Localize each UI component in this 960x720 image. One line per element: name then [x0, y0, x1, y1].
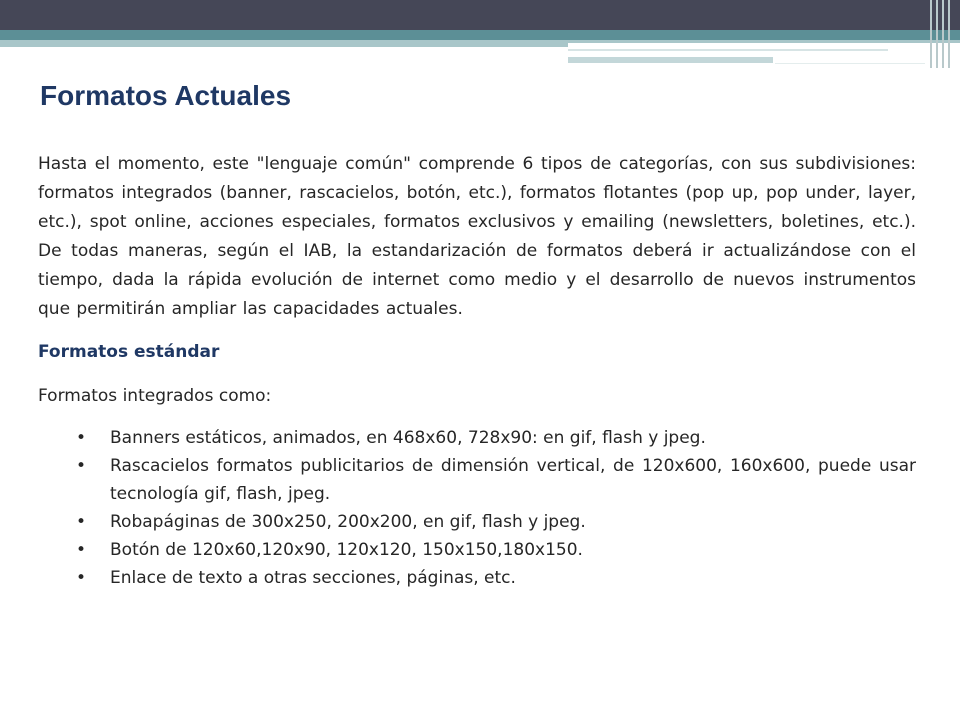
list-item-text: Robapáginas de 300x250, 200x200, en gif, flash y jpeg.	[110, 512, 586, 532]
decor-line	[568, 57, 773, 63]
list-intro: Formatos integrados como:	[38, 386, 272, 406]
list-item-text: Banners estáticos, animados, en 468x60, 728x90: en gif, flash y jpeg.	[110, 428, 706, 448]
bullet-icon: •	[76, 456, 87, 476]
intro-paragraph: Hasta el momento, este "lenguaje común" comprende 6 tipos de categorías, con sus subdivisiones: formatos integrados (banner, rascacielos, botón, etc.), formatos flotantes (pop up, pop under, layer, etc.), spot online, acciones especiales, formatos exclusivos y emailing (newsletters, boletines, etc.). De todas maneras, según el IAB, la estandarización de formatos deberá ir actualizándose con el tiempo, dada la rápida evolución de internet como medio y el desarrollo de nuevos instrumentos que permitirán ampliar las capacidades actuales.	[38, 154, 916, 319]
section-subheading: Formatos estándar	[38, 342, 220, 362]
light-band-thin	[568, 40, 960, 43]
top-bar	[0, 0, 960, 30]
vertical-lines-decoration	[928, 0, 960, 68]
list-item	[38, 508, 916, 536]
decor-line	[568, 49, 888, 51]
bullet-icon: •	[76, 428, 87, 448]
decor-vline	[930, 0, 932, 68]
bullet-list	[38, 424, 916, 592]
list-item-text: Rascacielos formatos publicitarios de dimensión vertical, de 120x600, 160x600, puede usar tecnología gif, flash, jpeg.	[110, 456, 916, 504]
decor-vline	[948, 0, 950, 68]
list-item-text: Enlace de texto a otras secciones, páginas, etc.	[110, 568, 516, 588]
list-item	[38, 452, 916, 508]
bullet-icon: •	[76, 568, 87, 588]
slide-body	[38, 150, 916, 592]
light-band	[0, 40, 568, 47]
slide-title: Formatos Actuales	[40, 80, 292, 111]
decor-vline	[942, 0, 944, 68]
decor-vline	[936, 0, 938, 68]
list-item	[38, 536, 916, 564]
list-item	[38, 564, 916, 592]
list-item-text: Botón de 120x60,120x90, 120x120, 150x150,180x150.	[110, 540, 583, 560]
teal-band	[0, 30, 960, 40]
bullet-icon: •	[76, 540, 87, 560]
decor-line	[775, 63, 925, 64]
bullet-icon: •	[76, 512, 87, 532]
list-item	[38, 424, 916, 452]
